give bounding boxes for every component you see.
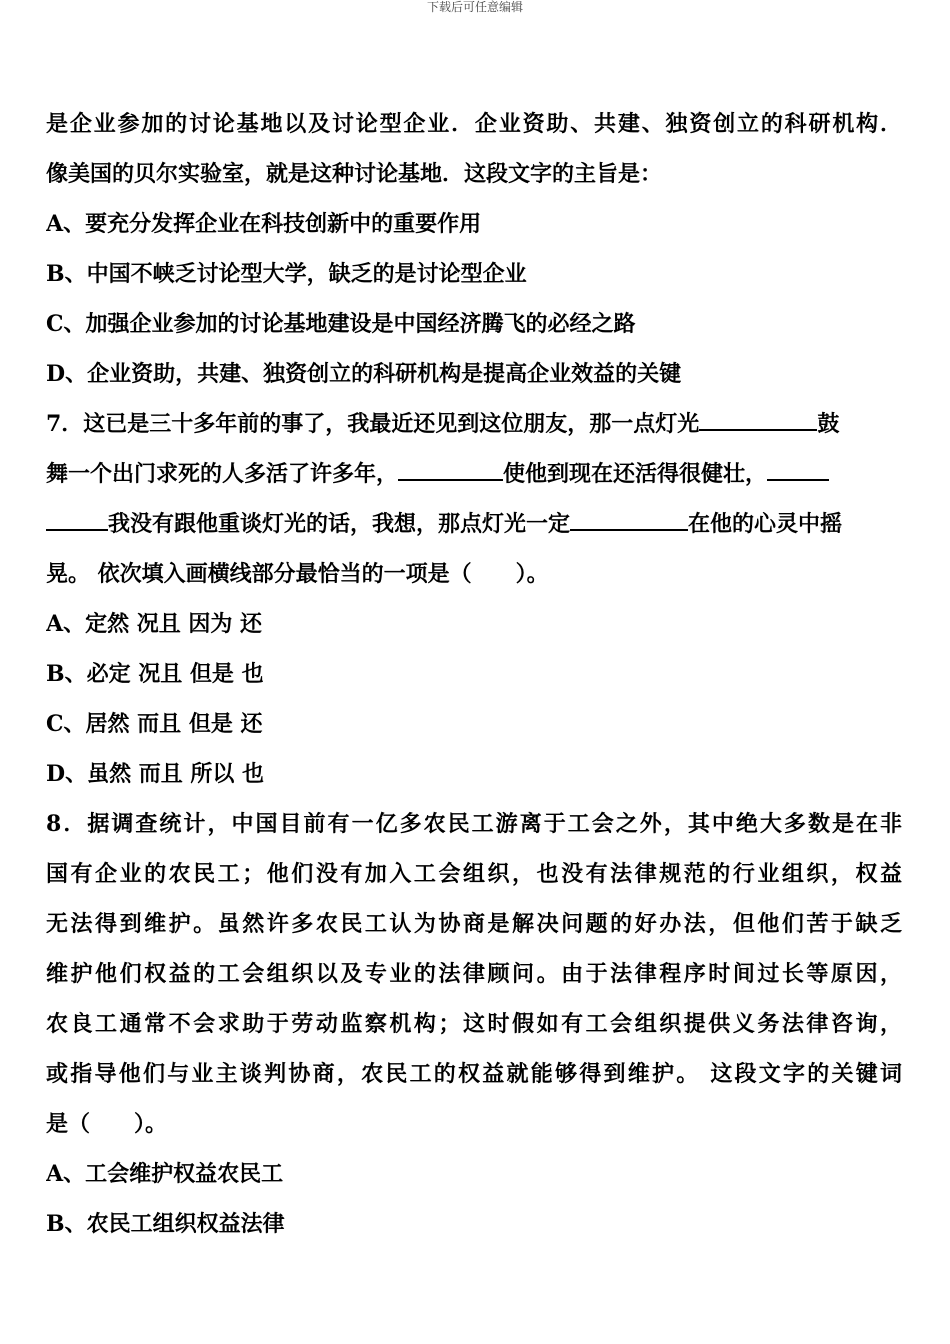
question-8-line: 是（ ）。 bbox=[46, 1111, 168, 1137]
option-b: B、农民工组织权益法律 bbox=[46, 1211, 285, 1237]
question-8-line: 国有企业的农民工；他们没有加入工会组织，也没有法律规范的行业组织，权益 bbox=[46, 861, 902, 887]
question-8-line: 8．据调查统计，中国目前有一亿多农民工游离于工会之外，其中绝大多数是在非 bbox=[46, 811, 902, 837]
option-a: A、要充分发挥企业在科技创新中的重要作用 bbox=[46, 211, 482, 237]
question-7-text: 鼓 bbox=[817, 411, 840, 437]
question-8-line: 农良工通常不会求助于劳动监察机构；这时假如有工会组织提供义务法律咨询， bbox=[46, 1011, 902, 1037]
option-b: B、中国不峡乏讨论型大学，缺乏的是讨论型企业 bbox=[46, 261, 527, 287]
document-body bbox=[46, 99, 902, 1249]
option-c: C、加强企业参加的讨论基地建设是中国经济腾飞的必经之路 bbox=[46, 311, 636, 337]
option-d: D、虽然 而且 所以 也 bbox=[46, 761, 265, 787]
question-7-text: 使他到现在还活得很健壮， bbox=[503, 461, 768, 487]
question-8-line: 维护他们权益的工会组织以及专业的法律顾问。由于法律程序时间过长等原因， bbox=[46, 961, 902, 987]
fill-blank bbox=[699, 407, 817, 431]
question-7-line-3 bbox=[46, 499, 902, 549]
fill-blank bbox=[767, 457, 829, 481]
page-header-note: 下载后可任意编辑 bbox=[426, 0, 523, 14]
question-7-text: 7．这已是三十多年前的事了，我最近还见到这位朋友，那一点灯光 bbox=[46, 411, 700, 437]
option-c: C、居然 而且 但是 还 bbox=[46, 711, 263, 737]
question-7-text: 我没有跟他重谈灯光的话，我想，那点灯光一定 bbox=[108, 511, 571, 537]
fill-blank bbox=[398, 457, 503, 481]
fill-blank bbox=[46, 507, 108, 531]
question-8-line: 无法得到维护。虽然许多农民工认为协商是解决问题的好办法，但他们苦于缺乏 bbox=[46, 911, 902, 937]
option-a: A、定然 况且 因为 还 bbox=[46, 611, 263, 637]
text-line: 是企业参加的讨论基地以及讨论型企业．企业资助、共建、独资创立的科研机构． bbox=[46, 111, 902, 137]
question-7-line-2 bbox=[46, 449, 902, 499]
option-b: B、必定 况且 但是 也 bbox=[46, 661, 264, 687]
question-8-line: 或指导他们与业主谈判协商，农民工的权益就能够得到维护。 这段文字的关键词 bbox=[46, 1061, 902, 1087]
option-a: A、工会维护权益农民工 bbox=[46, 1161, 284, 1187]
option-d: D、企业资助，共建、独资创立的科研机构是提高企业效益的关键 bbox=[46, 361, 682, 387]
fill-blank bbox=[570, 507, 688, 531]
question-7-line-4: 晃。 依次填入画横线部分最恰当的一项是（ ）。 bbox=[46, 561, 549, 587]
question-7-text: 舞一个出门求死的人多活了许多年， bbox=[46, 461, 399, 487]
question-7-text: 在他的心灵中摇 bbox=[688, 511, 843, 537]
question-7-line-1 bbox=[46, 399, 902, 449]
text-line: 像美国的贝尔实验室，就是这种讨论基地．这段文字的主旨是： bbox=[46, 161, 663, 187]
